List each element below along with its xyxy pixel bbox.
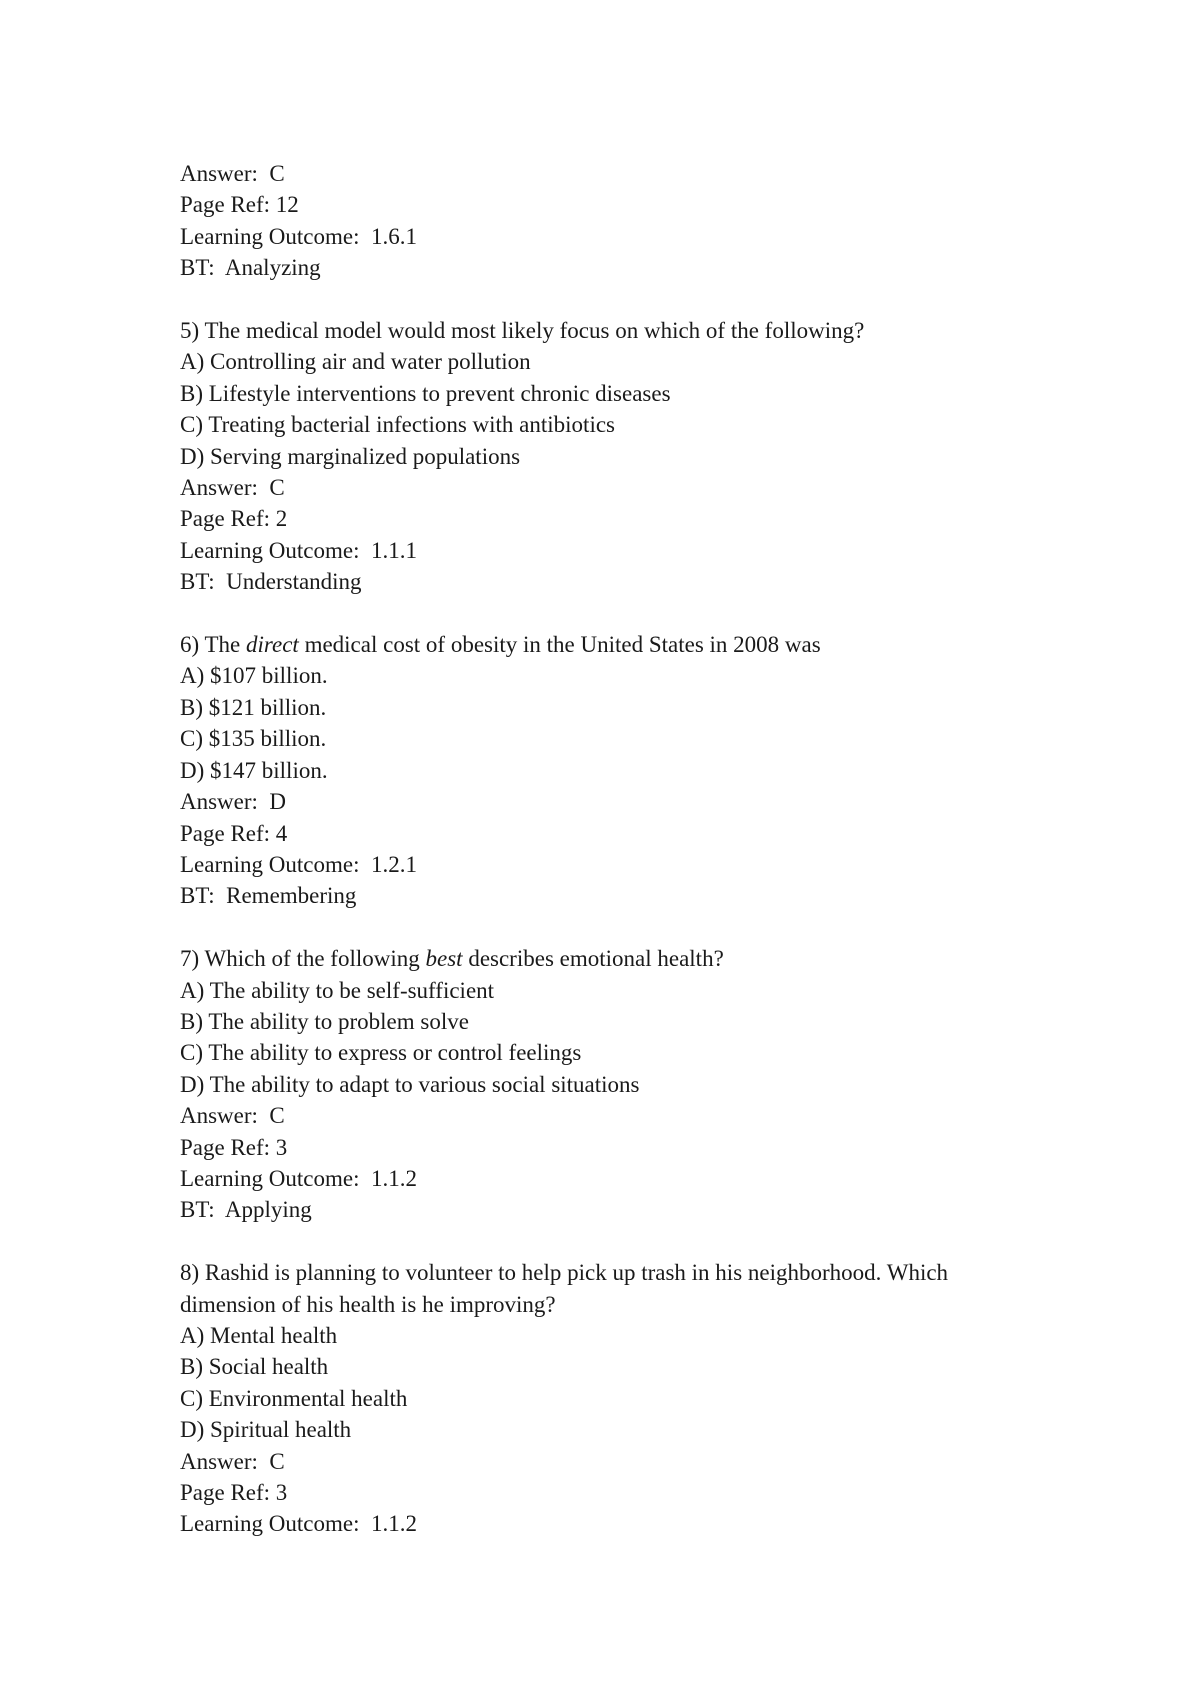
- answer-line: Answer: C: [180, 1448, 285, 1474]
- question-stem-text: 8) Rashid is planning to volunteer to help pick up trash in his neighborhood. Which dimension of his health is he improving?: [180, 1260, 954, 1317]
- page-ref-line: Page Ref: 3: [180, 1480, 288, 1505]
- option-b: B) Lifestyle interventions to prevent chronic diseases: [180, 380, 671, 406]
- option-a: A) The ability to be self-sufficient: [180, 977, 495, 1003]
- question-stem: [180, 1257, 1010, 1320]
- learning-outcome-line: Learning Outcome: 1.1.2: [180, 1511, 417, 1537]
- bt-line: BT: Understanding: [180, 569, 362, 595]
- question-stem: [180, 315, 1010, 346]
- question-stem-text: 6) The: [180, 632, 247, 658]
- option-d: D) The ability to adapt to various social situations: [180, 1071, 640, 1097]
- bt-line: BT: Applying: [180, 1197, 312, 1223]
- page-ref-line: Page Ref: 3: [180, 1134, 288, 1160]
- learning-outcome-line: Learning Outcome: 1.6.1: [180, 223, 417, 249]
- question-6: [180, 629, 1010, 912]
- option-a: A) Mental health: [180, 1322, 338, 1348]
- question-5: [180, 315, 1010, 598]
- answer-line: Answer: C: [180, 1103, 285, 1129]
- question-stem-text-end: describes emotional health?: [462, 946, 724, 972]
- answer-line: Answer: C: [180, 475, 285, 501]
- question-stem-text-end: medical cost of obesity in the United States in 2008 was: [298, 632, 821, 658]
- option-c: C) Treating bacterial infections with antibiotics: [180, 412, 616, 438]
- option-b: B) The ability to problem solve: [180, 1008, 469, 1034]
- answer-line: Answer: C: [180, 161, 285, 186]
- question-4-answer-block: [180, 158, 1010, 284]
- question-7: [180, 943, 1010, 1226]
- answer-line: Answer: D: [180, 789, 287, 815]
- document-page: [180, 158, 1010, 1540]
- option-b: B) Social health: [180, 1354, 329, 1380]
- option-d: D) $147 billion.: [180, 757, 328, 783]
- option-d: D) Spiritual health: [180, 1417, 352, 1443]
- option-a: A) $107 billion.: [180, 663, 328, 689]
- question-stem-text: 5) The medical model would most likely focus on which of the following?: [180, 318, 865, 344]
- bt-line: BT: Remembering: [180, 883, 357, 909]
- bt-line: BT: Analyzing: [180, 255, 321, 281]
- question-stem: [180, 943, 1010, 974]
- learning-outcome-line: Learning Outcome: 1.1.1: [180, 537, 417, 563]
- option-c: C) Environmental health: [180, 1385, 408, 1411]
- page-ref-line: Page Ref: 12: [180, 192, 299, 218]
- question-8: [180, 1257, 1010, 1540]
- option-a: A) Controlling air and water pollution: [180, 349, 531, 375]
- page-ref-line: Page Ref: 4: [180, 820, 288, 846]
- option-c: C) $135 billion.: [180, 726, 327, 752]
- option-b: B) $121 billion.: [180, 694, 327, 720]
- question-stem-text: 7) Which of the following: [180, 946, 426, 972]
- question-stem-emphasis: best: [425, 946, 463, 972]
- learning-outcome-line: Learning Outcome: 1.1.2: [180, 1165, 417, 1191]
- option-d: D) Serving marginalized populations: [180, 443, 521, 469]
- option-c: C) The ability to express or control feelings: [180, 1040, 582, 1066]
- question-stem: [180, 629, 1010, 660]
- question-stem-emphasis: direct: [246, 632, 299, 658]
- learning-outcome-line: Learning Outcome: 1.2.1: [180, 851, 417, 877]
- page-ref-line: Page Ref: 2: [180, 506, 288, 532]
